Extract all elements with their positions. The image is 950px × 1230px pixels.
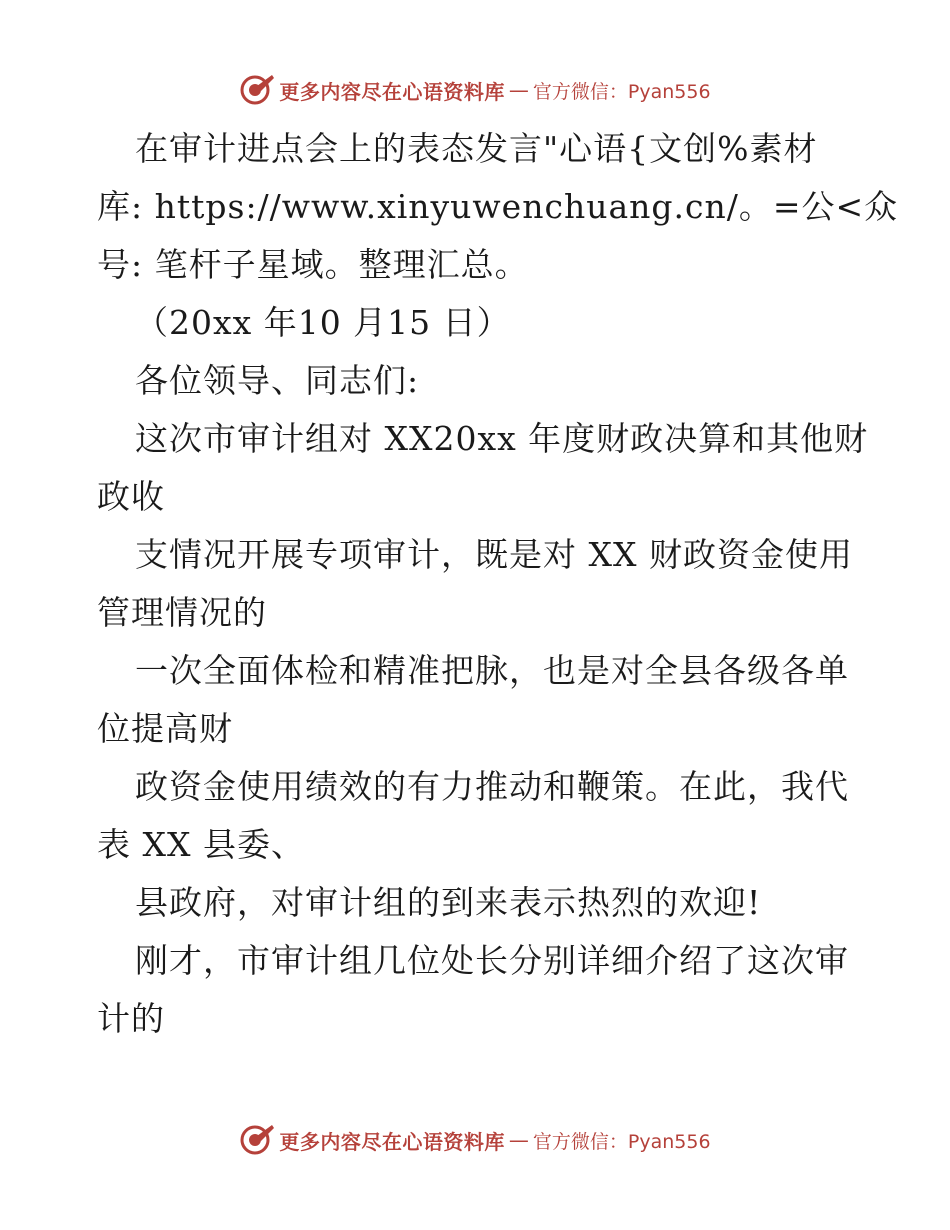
footer-banner xyxy=(0,1120,950,1160)
text-line: 计的 xyxy=(97,999,165,1038)
text-line: 政收 xyxy=(97,477,165,516)
header-wechat-text: 官方微信：Pyan556 xyxy=(532,80,711,103)
pen-logo-icon xyxy=(239,1122,275,1158)
header-dash: — xyxy=(508,78,529,102)
pen-logo-icon xyxy=(239,72,275,108)
text-line: 支情况开展专项审计，既是对 XX 财政资金使用 xyxy=(135,535,853,574)
text-line: 一次全面体检和精准把脉，也是对全县各级各单 xyxy=(135,651,849,690)
footer-brand-text: 更多内容尽在心语资料库 xyxy=(279,1129,505,1154)
text-line: 号: 笔杆子星域。整理汇总。 xyxy=(97,245,529,284)
text-line: 刚才，市审计组几位处长分别详细介绍了这次审 xyxy=(135,941,849,980)
text-line: 县政府，对审计组的到来表示热烈的欢迎! xyxy=(135,883,762,922)
text-line: 在审计进点会上的表态发言"心语{文创%素材 xyxy=(135,129,818,168)
header-brand-text: 更多内容尽在心语资料库 xyxy=(279,79,505,104)
document-body xyxy=(97,120,899,1048)
footer-dash: — xyxy=(508,1128,529,1152)
text-line: 位提高财 xyxy=(97,709,233,748)
text-line: 政资金使用绩效的有力推动和鞭策。在此，我代 xyxy=(135,767,849,806)
date-line: （20xx 年10 月15 日） xyxy=(135,303,511,342)
header-banner xyxy=(0,70,950,110)
footer-wechat-text: 官方微信：Pyan556 xyxy=(532,1130,711,1153)
text-line: 表 XX 县委、 xyxy=(97,825,305,864)
text-line: 管理情况的 xyxy=(97,593,267,632)
text-line: 库: https://www.xinyuwenchuang.cn/。=公<众 xyxy=(97,187,899,226)
salutation: 各位领导、同志们: xyxy=(135,361,420,400)
text-line: 这次市审计组对 XX20xx 年度财政决算和其他财 xyxy=(135,419,869,458)
